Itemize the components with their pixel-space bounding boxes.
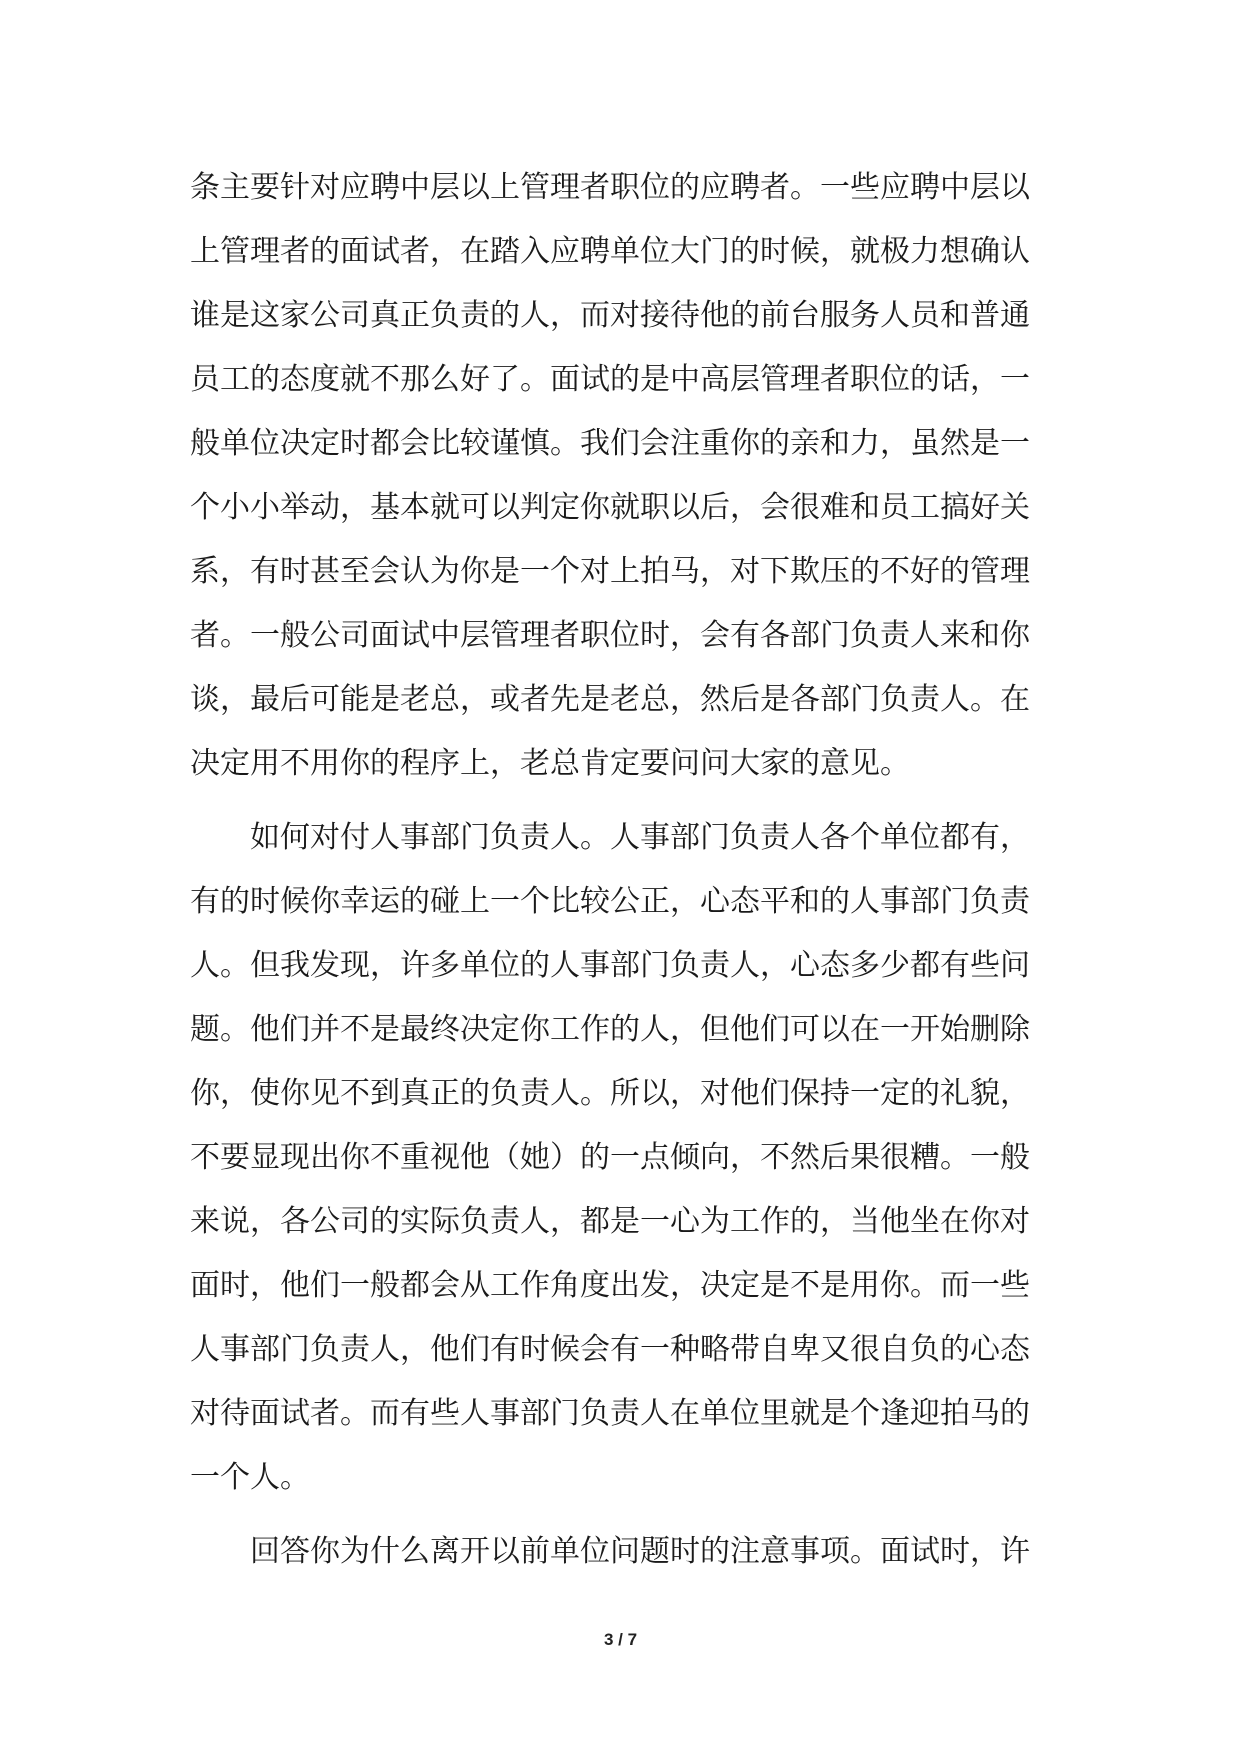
text-line: 回答你为什么离开以前单位问题时的注意事项。面试时，许 <box>250 1534 1030 1569</box>
text-line: 人。但我发现，许多单位的人事部门负责人，心态多少都有些问 <box>190 948 1030 983</box>
text-line: 面时，他们一般都会从工作角度出发，决定是不是用你。而一些 <box>190 1268 1030 1303</box>
paragraph-2 <box>190 806 1050 1510</box>
text-line: 者。一般公司面试中层管理者职位时，会有各部门负责人来和你 <box>190 618 1030 653</box>
text-line: 你，使你见不到真正的负责人。所以，对他们保持一定的礼貌， <box>190 1076 1030 1111</box>
paragraph-spacing <box>190 1510 1050 1520</box>
text-line: 系，有时甚至会认为你是一个对上拍马，对下欺压的不好的管理 <box>190 554 1030 589</box>
text-line: 谈，最后可能是老总，或者先是老总，然后是各部门负责人。在 <box>190 682 1030 717</box>
text-line: 有的时候你幸运的碰上一个比较公正，心态平和的人事部门负责 <box>190 884 1030 919</box>
text-line: 员工的态度就不那么好了。面试的是中高层管理者职位的话，一 <box>190 362 1030 397</box>
paragraph-spacing <box>190 796 1050 806</box>
text-line: 题。他们并不是最终决定你工作的人，但他们可以在一开始删除 <box>190 1012 1030 1047</box>
paragraph-1 <box>190 156 1050 796</box>
paragraph-3 <box>190 1520 1050 1584</box>
text-line: 谁是这家公司真正负责的人，而对接待他的前台服务人员和普通 <box>190 298 1030 333</box>
text-line: 不要显现出你不重视他（她）的一点倾向，不然后果很糟。一般 <box>190 1140 1030 1175</box>
text-line: 对待面试者。而有些人事部门负责人在单位里就是个逢迎拍马的 <box>190 1396 1030 1431</box>
text-line: 如何对付人事部门负责人。人事部门负责人各个单位都有， <box>250 820 1030 855</box>
text-line: 决定用不用你的程序上，老总肯定要问问大家的意见。 <box>190 746 910 781</box>
text-line: 来说，各公司的实际负责人，都是一心为工作的，当他坐在你对 <box>190 1204 1030 1239</box>
text-line: 条主要针对应聘中层以上管理者职位的应聘者。一些应聘中层以 <box>190 170 1030 205</box>
text-line: 一个人。 <box>190 1460 310 1495</box>
text-line: 人事部门负责人，他们有时候会有一种略带自卑又很自负的心态 <box>190 1332 1030 1367</box>
text-line: 上管理者的面试者，在踏入应聘单位大门的时候，就极力想确认 <box>190 234 1030 269</box>
body-text <box>190 156 1050 1584</box>
text-line: 般单位决定时都会比较谨慎。我们会注重你的亲和力，虽然是一 <box>190 426 1030 461</box>
text-line: 个小小举动，基本就可以判定你就职以后，会很难和员工搞好关 <box>190 490 1030 525</box>
page-number: 3 / 7 <box>603 1630 638 1649</box>
